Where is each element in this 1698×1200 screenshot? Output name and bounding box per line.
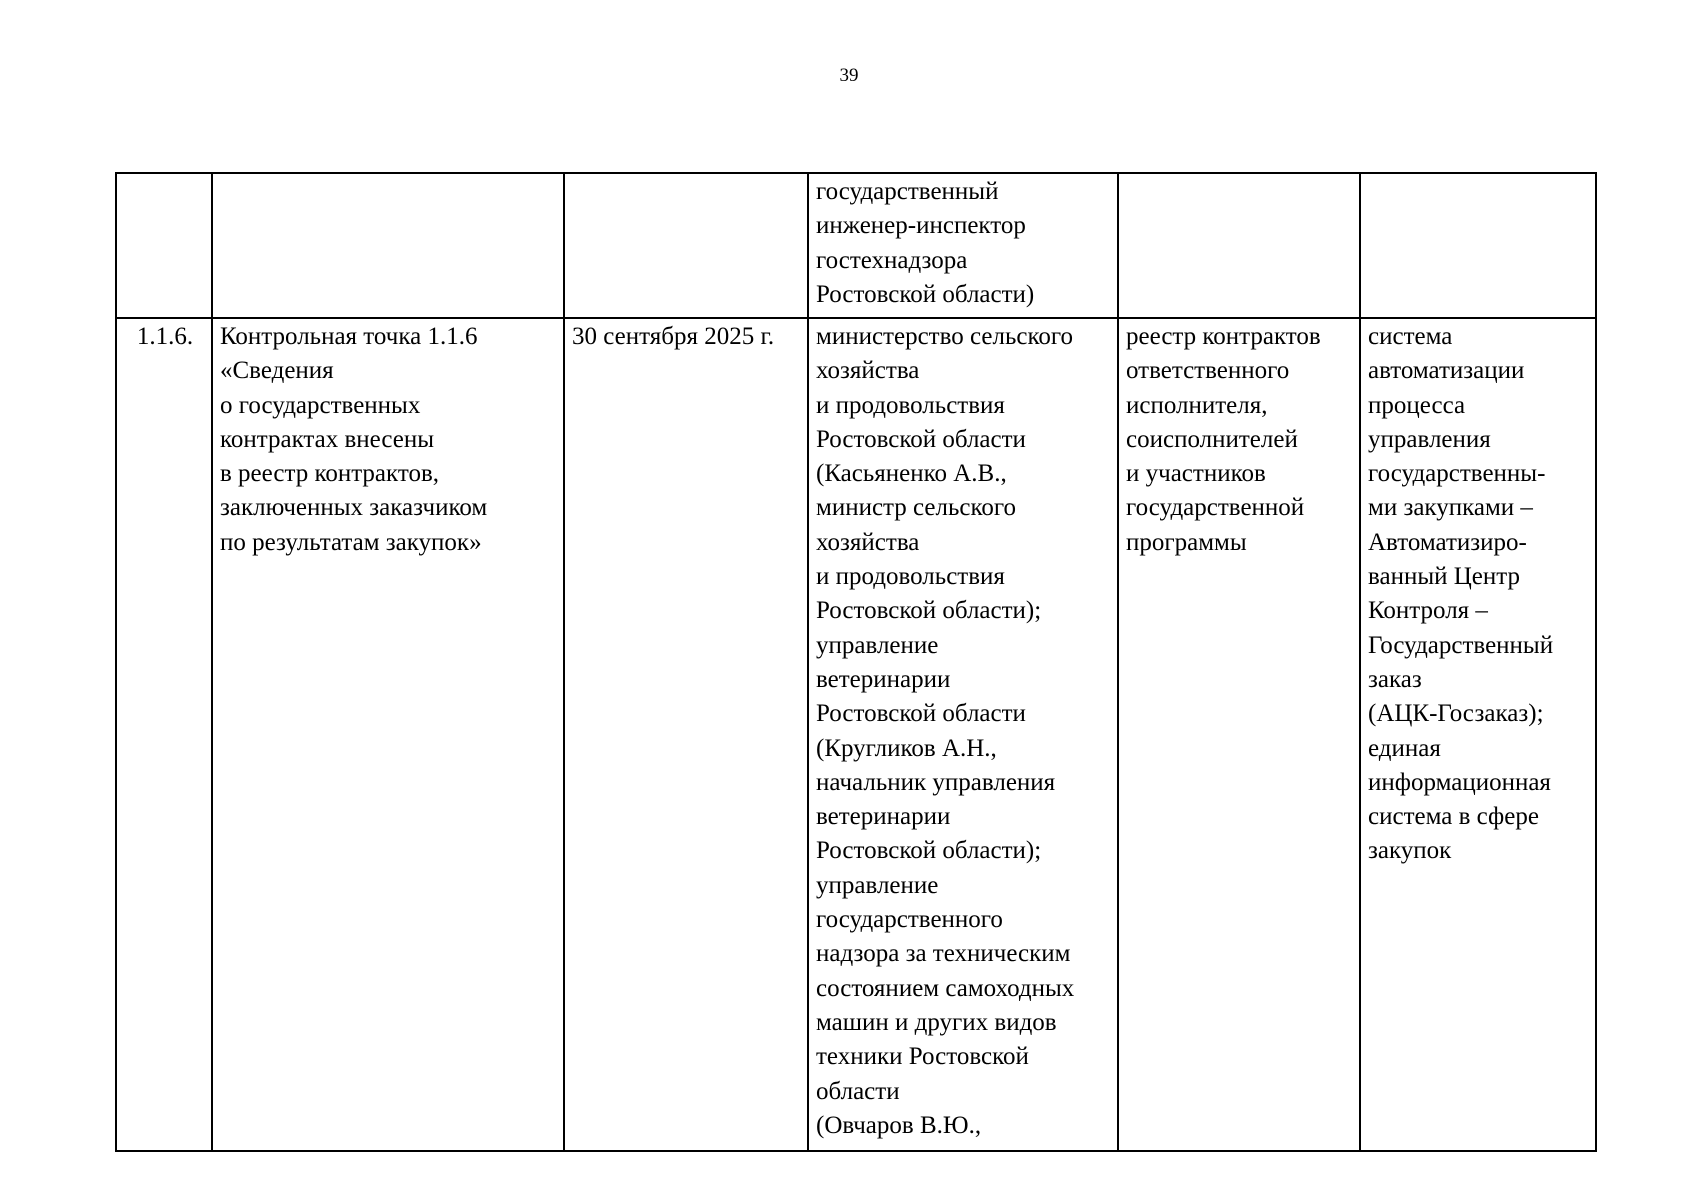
cell-responsible: государственный инженер-инспектор гостехнадзора Ростовской области) (808, 173, 1118, 318)
cell-date (564, 173, 808, 318)
cell-document (1118, 173, 1360, 318)
cell-number: 1.1.6. (116, 318, 212, 1151)
cell-date: 30 сентября 2025 г. (564, 318, 808, 1151)
cell-name (212, 173, 564, 318)
page-number: 39 (839, 65, 859, 86)
cell-document: реестр контрактов ответственного исполнителя, соисполнителей и участников государственной программы (1118, 318, 1360, 1151)
cell-name: Контрольная точка 1.1.6 «Сведения о государственных контрактах внесены в реестр контрактов, заключенных заказчиком по результатам закупок» (212, 318, 564, 1151)
table-row (116, 318, 1596, 1151)
table-row-continuation (116, 173, 1596, 318)
plan-table (115, 172, 1597, 1152)
cell-system (1360, 173, 1596, 318)
cell-number (116, 173, 212, 318)
cell-responsible: министерство сельского хозяйства и продовольствия Ростовской области (Касьяненко А.В., министр сельского хозяйства и продовольствия Ростовской области); управление ветеринарии Ростовской области (Кругликов А.Н., начальник управления ветеринарии Ростовской области); управление государственного надзора за техническим состоянием самоходных машин и других видов техники Ростовской области (Овчаров В.Ю., (808, 318, 1118, 1151)
cell-system: система автоматизации процесса управления государственны- ми закупками – Автоматизиро- ванный Центр Контроля – Государственный заказ (АЦК-Госзаказ); единая информационная система в сфере закупок (1360, 318, 1596, 1151)
